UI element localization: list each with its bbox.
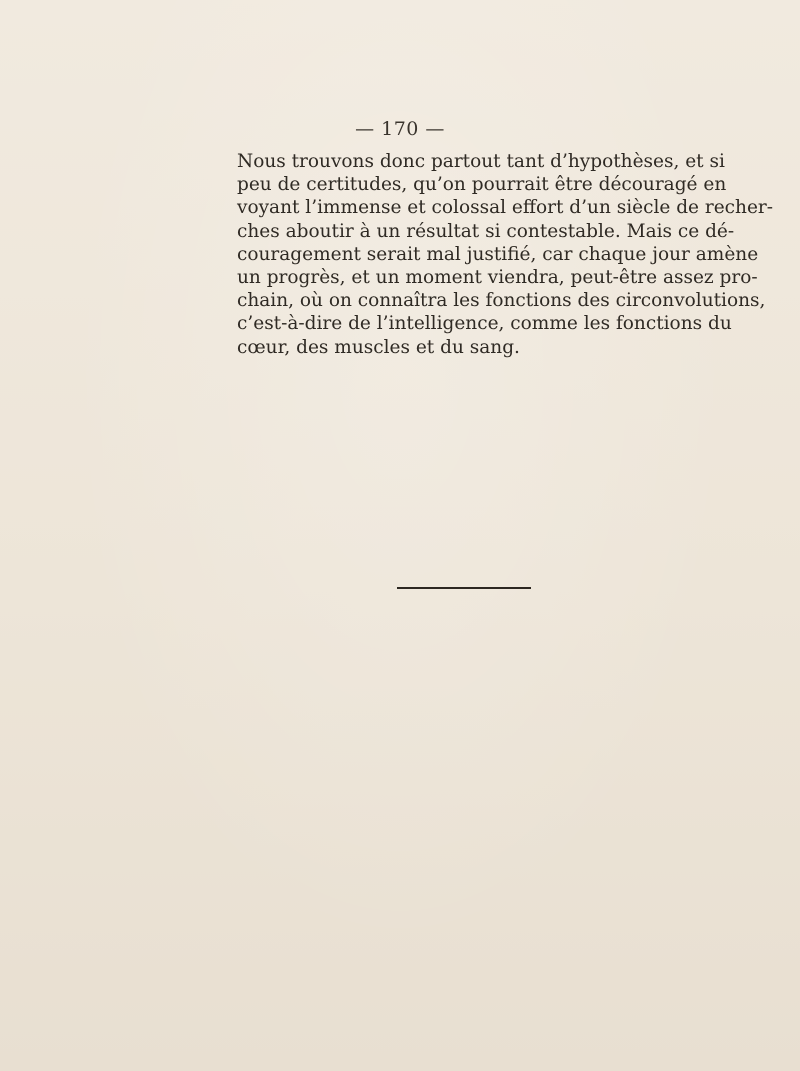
text-line: couragement serait mal justifié, car chaque jour amène [237,243,759,265]
text-line: c’est-à-dire de l’intelligence, comme les fonctions du [237,313,732,335]
text-line: voyant l’immense et colossal effort d’un siècle de recher- [237,197,773,219]
text-line: ches aboutir à un résultat si contestable. Mais ce dé- [237,220,735,242]
body-paragraph [237,150,773,359]
page-number: — 170 — [355,118,445,140]
text-line: chain, où on connaîtra les fonctions des circonvolutions, [237,290,766,312]
text-line: un progrès, et un moment viendra, peut-être assez pro- [237,267,758,289]
text-line: cœur, des muscles et du sang. [237,336,520,358]
horizontal-rule [397,587,531,589]
text-line: Nous trouvons donc partout tant d’hypothèses, et si [237,151,725,172]
text-line: peu de certitudes, qu’on pourrait être découragé en [237,174,727,196]
